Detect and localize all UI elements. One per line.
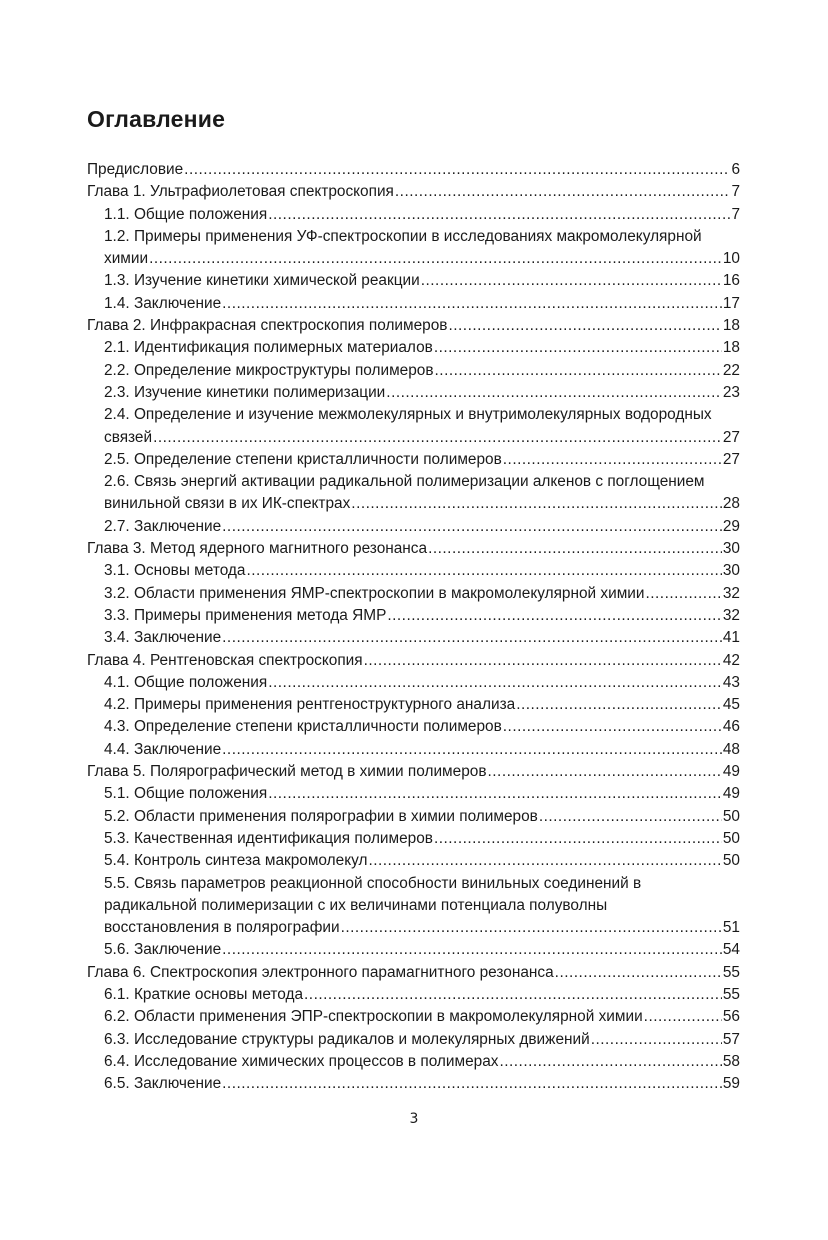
toc-page-number: 54 [722, 941, 740, 959]
page-number: 3 [409, 1111, 419, 1127]
toc-entry-title: 1.1. Общие положения [104, 205, 268, 223]
toc-entry-title: 3.4. Заключение [104, 629, 222, 647]
toc-page-number: 7 [731, 183, 740, 201]
toc-page-number: 17 [722, 294, 740, 312]
dot-leader [222, 516, 722, 538]
dot-leader [435, 360, 722, 382]
toc-page-number: 27 [722, 450, 740, 468]
toc-page-number: 58 [722, 1052, 740, 1070]
dot-leader [421, 270, 722, 292]
toc-page-number: 42 [722, 651, 740, 669]
toc-entry-text-line: 2.4. Определение и изучение межмолекулярных и внутримолекулярных водородных [104, 406, 712, 424]
toc-entry-text-line: 2.6. Связь энергий активации радикальной полимеризации алкенов с поглощением [104, 473, 705, 491]
dot-leader [503, 716, 722, 738]
toc-chapter-entry[interactable] [87, 761, 740, 783]
toc-chapter-entry[interactable] [87, 181, 740, 203]
dot-leader [268, 672, 722, 694]
toc-entry-title: связей [104, 428, 153, 446]
toc-entry-title: винильной связи в их ИК-спектрах [104, 495, 351, 513]
toc-entry-title: 1.4. Заключение [104, 294, 222, 312]
toc-section-entry[interactable] [87, 560, 740, 582]
toc-entry-title: 2.2. Определение микроструктуры полимеров [104, 361, 434, 379]
toc-entry-title: 5.4. Контроль синтеза макромолекул [104, 852, 368, 870]
dot-leader [395, 181, 731, 203]
toc-section-entry[interactable] [87, 716, 740, 738]
toc-section-entry[interactable] [87, 873, 740, 940]
toc-page-number: 7 [731, 205, 740, 223]
toc-section-entry[interactable] [87, 1051, 740, 1073]
toc-page-number: 50 [722, 829, 740, 847]
toc-page-number: 30 [722, 540, 740, 558]
toc-page-number: 50 [722, 807, 740, 825]
toc-entry-title: 4.4. Заключение [104, 740, 222, 758]
toc-page-number: 27 [722, 428, 740, 446]
toc-entry-title: 6.2. Области применения ЭПР-спектроскопии в макромолекулярной химии [104, 1008, 643, 1026]
dot-leader [448, 315, 721, 337]
toc-section-entry[interactable] [87, 516, 740, 538]
dot-leader [222, 627, 722, 649]
page-title: Оглавление [87, 106, 226, 132]
toc-section-entry[interactable] [87, 672, 740, 694]
toc-page-number: 49 [722, 763, 740, 781]
dot-leader [153, 427, 722, 449]
toc-section-entry[interactable] [87, 337, 740, 359]
toc-entry-title: 6.1. Краткие основы метода [104, 985, 304, 1003]
toc-page-number: 22 [722, 361, 740, 379]
toc-page-number: 6 [731, 161, 740, 178]
dot-leader [434, 337, 722, 359]
toc-chapter-entry[interactable] [87, 650, 740, 672]
toc-entry-title: 2.7. Заключение [104, 517, 222, 535]
toc-page-number: 18 [722, 339, 740, 357]
toc-section-entry[interactable] [87, 939, 740, 961]
toc-section-entry[interactable] [87, 806, 740, 828]
toc-section-entry[interactable] [87, 984, 740, 1006]
toc-section-entry[interactable] [87, 1006, 740, 1028]
toc-section-entry[interactable] [87, 828, 740, 850]
toc-entry-title: 2.3. Изучение кинетики полимеризации [104, 383, 386, 401]
toc-page-number: 50 [722, 852, 740, 870]
toc-entry-title: Глава 6. Спектроскопия электронного парамагнитного резонанса [87, 963, 554, 981]
toc-entry-title: 6.4. Исследование химических процессов в полимерах [104, 1052, 499, 1070]
toc-page-number: 56 [722, 1008, 740, 1026]
toc-page-number: 57 [722, 1030, 740, 1048]
toc-entry-title: восстановления в полярографии [104, 919, 340, 937]
toc-page-number: 10 [722, 250, 740, 268]
dot-leader [368, 850, 721, 872]
toc-entry-title: 6.3. Исследование структуры радикалов и молекулярных движений [104, 1030, 590, 1048]
toc-entry-title: 5.1. Общие положения [104, 785, 268, 803]
toc-page-number: 16 [722, 272, 740, 290]
toc-entry-title: Глава 1. Ультрафиолетовая спектроскопия [87, 183, 394, 201]
dot-leader [222, 293, 722, 315]
dot-leader [304, 984, 722, 1006]
dot-leader [499, 1051, 721, 1073]
toc-section-entry[interactable] [87, 404, 740, 449]
toc-section-entry[interactable] [87, 449, 740, 471]
toc-page-number: 51 [722, 919, 740, 937]
dot-leader [351, 493, 722, 515]
toc-entry-title: 4.3. Определение степени кристалличности полимеров [104, 718, 502, 736]
toc-page-number: 32 [722, 606, 740, 624]
toc-page-number: 23 [722, 383, 740, 401]
dot-leader [591, 1029, 722, 1051]
toc-page-number: 41 [722, 629, 740, 647]
toc-page-number: 43 [722, 673, 740, 691]
toc-section-entry[interactable] [87, 850, 740, 872]
toc-section-entry[interactable] [87, 471, 740, 516]
toc-page-number: 30 [722, 562, 740, 580]
dot-leader [645, 583, 721, 605]
toc-chapter-entry[interactable] [87, 159, 740, 181]
toc-entry-title: 3.2. Области применения ЯМР-спектроскопии в макромолекулярной химии [104, 584, 645, 602]
toc-section-entry[interactable] [87, 1073, 740, 1095]
toc-page-number: 45 [722, 696, 740, 714]
toc-entry-text-line: радикальной полимеризации с их величинами потенциала полуволны [104, 896, 608, 914]
toc-entry-title: 5.6. Заключение [104, 941, 222, 959]
toc-entry-title: 2.5. Определение степени кристалличности полимеров [104, 450, 502, 468]
toc-page-number: 49 [722, 785, 740, 803]
toc-section-entry[interactable] [87, 382, 740, 404]
dot-leader [387, 605, 722, 627]
dot-leader [644, 1006, 722, 1028]
toc-section-entry[interactable] [87, 293, 740, 315]
toc-entry-title: химии [104, 250, 149, 268]
dot-leader [222, 1073, 722, 1095]
toc-entry-title: Глава 4. Рентгеновская спектроскопия [87, 651, 363, 669]
dot-leader [268, 204, 730, 226]
dot-leader [364, 650, 722, 672]
dot-leader [428, 538, 722, 560]
toc-section-entry[interactable] [87, 694, 740, 716]
toc-section-entry[interactable] [87, 627, 740, 649]
toc-section-entry[interactable] [87, 360, 740, 382]
toc-page-number: 55 [722, 963, 740, 981]
toc-entry-title: 3.1. Основы метода [104, 562, 246, 580]
dot-leader [488, 761, 722, 783]
toc-entry-title: 2.1. Идентификация полимерных материалов [104, 339, 433, 357]
toc-page-number: 18 [722, 317, 740, 335]
dot-leader [268, 783, 722, 805]
toc-chapter-entry[interactable] [87, 962, 740, 984]
toc-page-number: 32 [722, 584, 740, 602]
toc-page-number: 29 [722, 517, 740, 535]
toc-entry-text-line: 5.5. Связь параметров реакционной способности винильных соединений в [104, 874, 642, 892]
dot-leader [555, 962, 722, 984]
dot-leader [386, 382, 722, 404]
toc-entry-title: 4.2. Примеры применения рентгеноструктурного анализа [104, 696, 516, 714]
table-of-contents [87, 159, 740, 1095]
toc-entry-title: 5.3. Качественная идентификация полимеров [104, 829, 433, 847]
dot-leader [246, 560, 721, 582]
toc-chapter-entry[interactable] [87, 315, 740, 337]
dot-leader [341, 917, 722, 939]
toc-page-number: 59 [722, 1075, 740, 1093]
toc-entry-title: 3.3. Примеры применения метода ЯМР [104, 606, 387, 624]
dot-leader [184, 159, 730, 181]
toc-entry-title: 5.2. Области применения полярографии в химии полимеров [104, 807, 538, 825]
toc-entry-title: 4.1. Общие положения [104, 673, 268, 691]
toc-page-number: 46 [722, 718, 740, 736]
dot-leader [222, 739, 722, 761]
toc-entry-title: 1.3. Изучение кинетики химической реакции [104, 272, 420, 290]
toc-section-entry[interactable] [87, 739, 740, 761]
dot-leader [516, 694, 722, 716]
toc-entry-title: Глава 3. Метод ядерного магнитного резонанса [87, 540, 428, 558]
dot-leader [222, 939, 722, 961]
toc-page-number: 55 [722, 985, 740, 1003]
toc-entry-title: Предисловие [87, 161, 184, 178]
toc-section-entry[interactable] [87, 1029, 740, 1051]
toc-entry-text-line: 1.2. Примеры применения УФ-спектроскопии в исследованиях макромолекулярной [104, 227, 702, 245]
toc-section-entry[interactable] [87, 783, 740, 805]
toc-entry-title: Глава 5. Полярографический метод в химии полимеров [87, 763, 487, 781]
toc-entry-title: 6.5. Заключение [104, 1075, 222, 1093]
dot-leader [503, 449, 722, 471]
toc-page-number: 48 [722, 740, 740, 758]
toc-entry-title: Глава 2. Инфракрасная спектроскопия полимеров [87, 317, 448, 335]
toc-section-entry[interactable] [87, 270, 740, 292]
toc-chapter-entry[interactable] [87, 538, 740, 560]
toc-section-entry[interactable] [87, 583, 740, 605]
dot-leader [539, 806, 722, 828]
dot-leader [149, 248, 722, 270]
toc-section-entry[interactable] [87, 204, 740, 226]
toc-section-entry[interactable] [87, 605, 740, 627]
toc-section-entry[interactable] [87, 226, 740, 271]
dot-leader [434, 828, 722, 850]
toc-page-number: 28 [722, 495, 740, 513]
